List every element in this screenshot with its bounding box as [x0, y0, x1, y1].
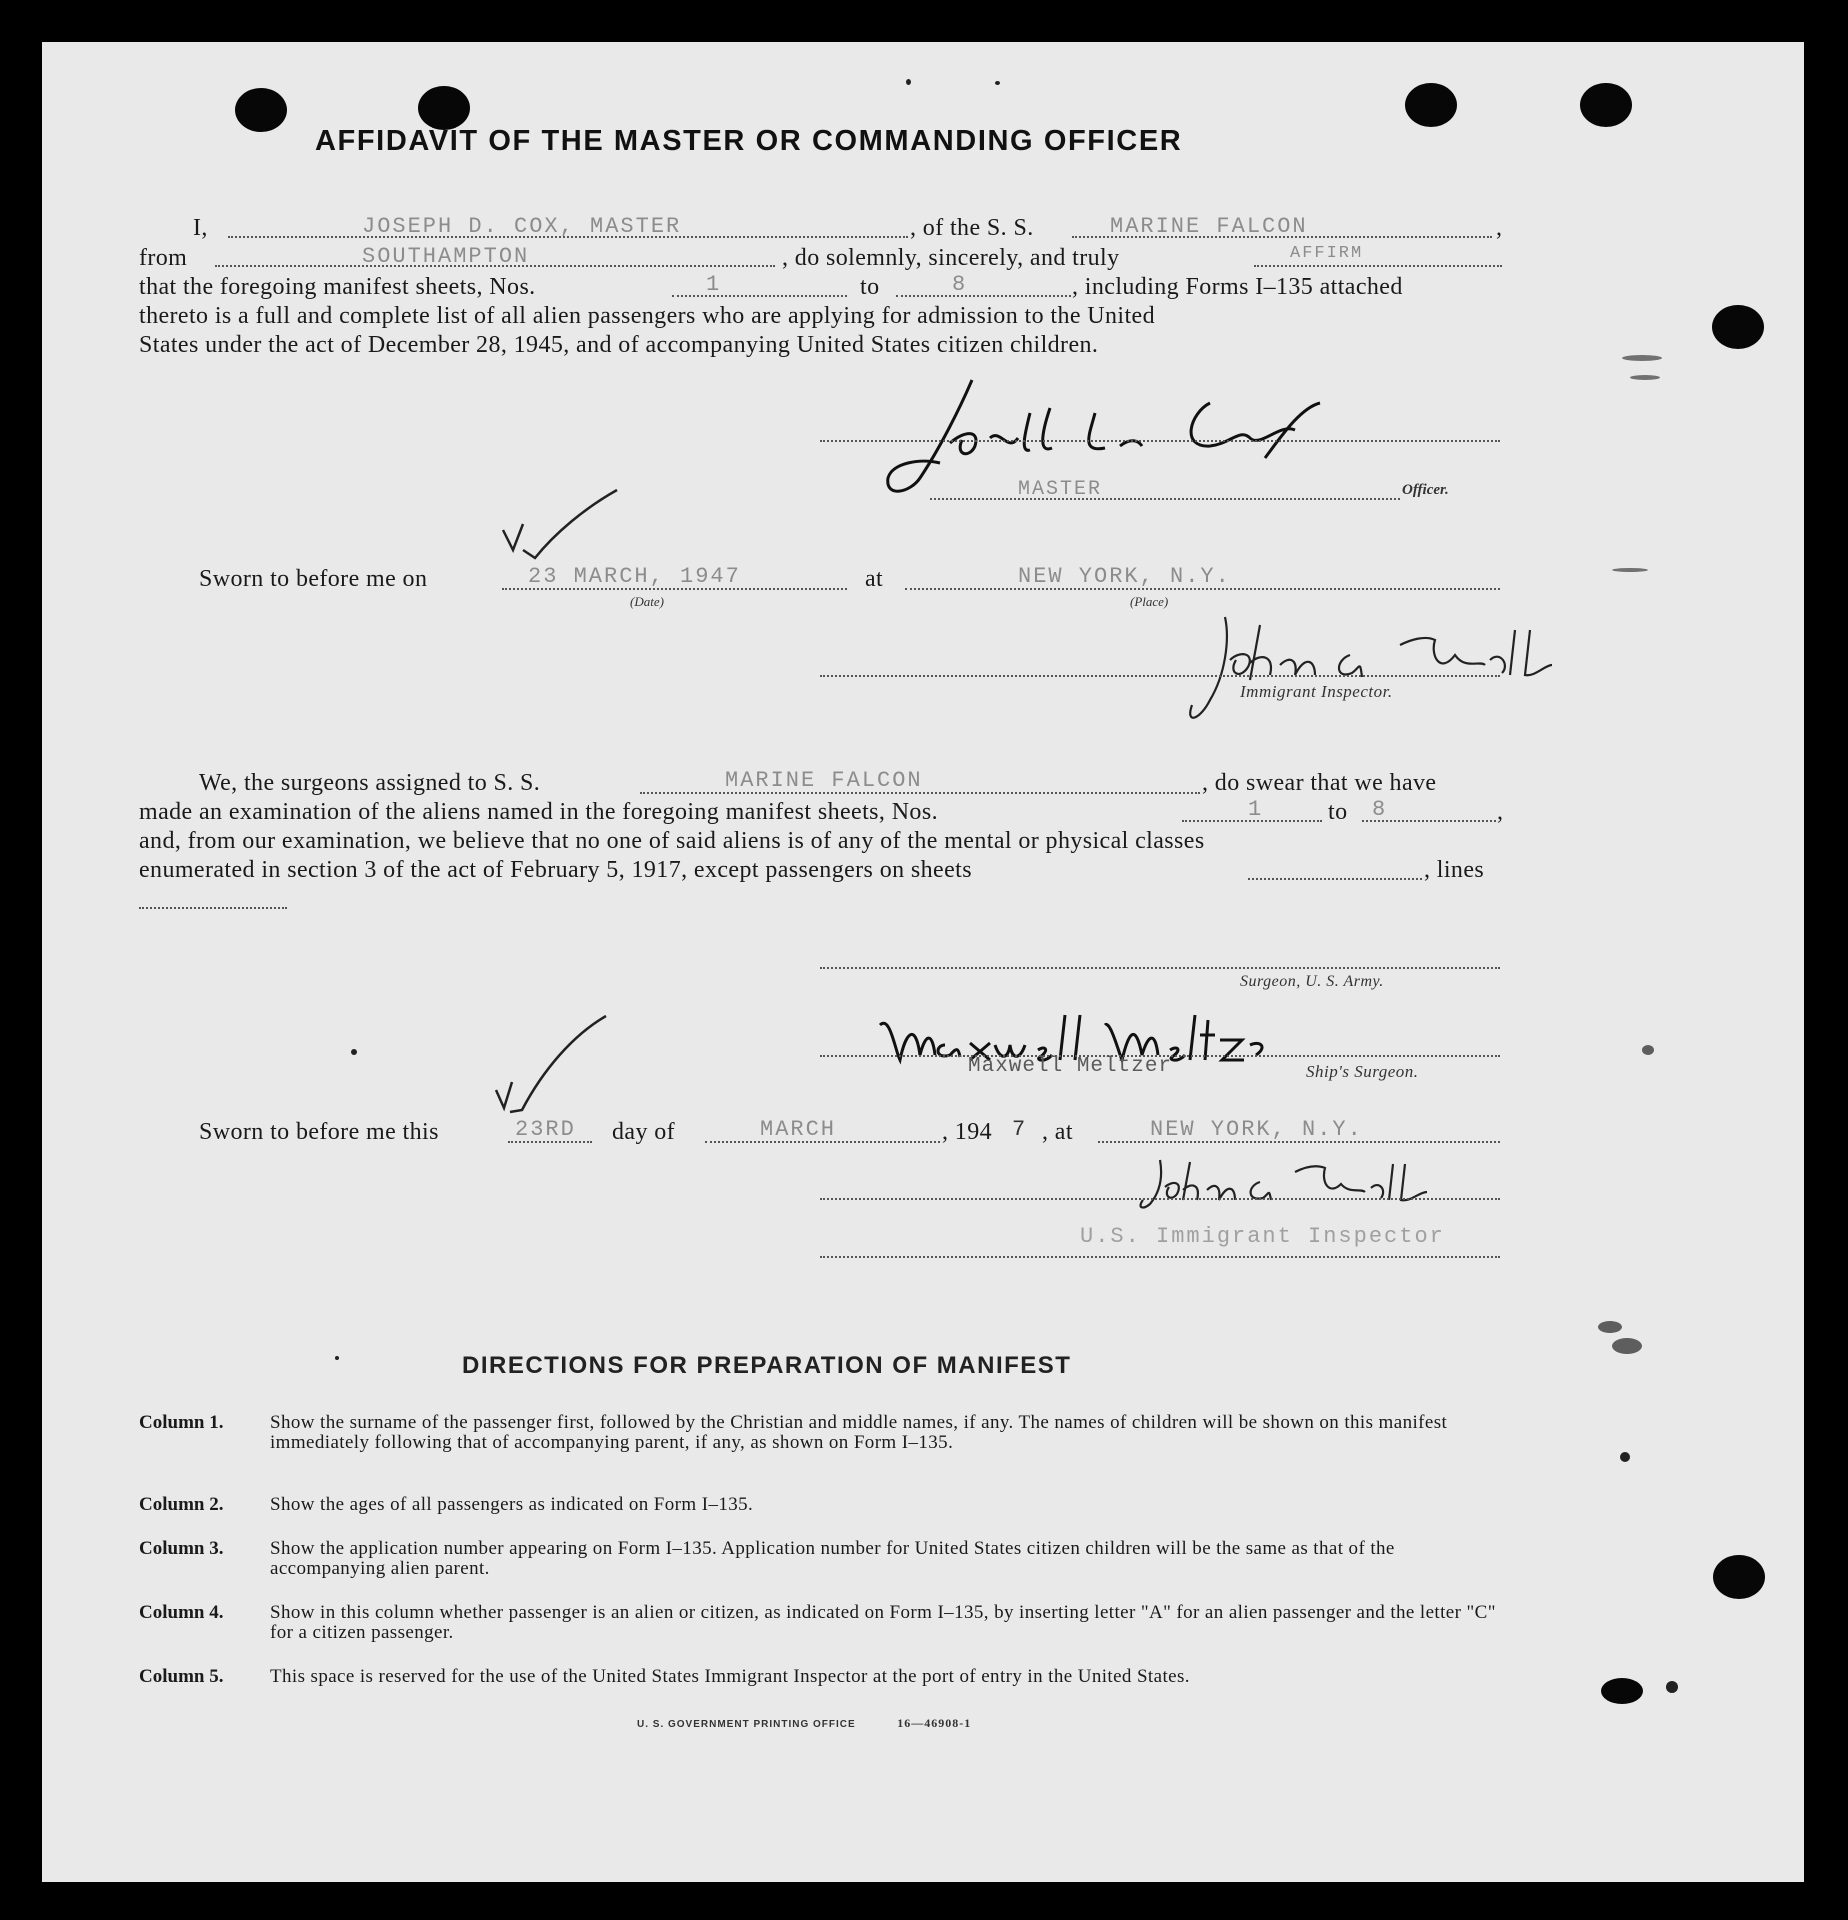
punch-hole	[1712, 305, 1764, 349]
column-1-text: Show the surname of the passenger first, followed by the Christian and middle names, if any. The names of children will be shown on this manifest immediately following that of accompanying parent, if any, as shown on Form I–135.	[270, 1412, 1448, 1453]
surgeons-nos-from-value: 1	[1248, 797, 1264, 822]
nos-from-line	[672, 295, 847, 297]
scan-speck	[1642, 1045, 1654, 1055]
do-swear-text: , do swear that we have	[1202, 770, 1437, 796]
sworn2-at-text: , at	[1042, 1119, 1073, 1145]
column-5-label: Column 5.	[139, 1666, 224, 1687]
inspector-signature	[1180, 605, 1560, 735]
lines-continuation-line	[139, 907, 287, 909]
master-signature	[880, 368, 1400, 503]
sworn-day-value: 23RD	[515, 1117, 576, 1142]
column-4-label: Column 4.	[139, 1602, 224, 1623]
date-caption: (Date)	[630, 594, 664, 609]
column-5-text: This space is reserved for the use of the United States Immigrant Inspector at the port of entry in the United States.	[270, 1666, 1190, 1687]
manifest-sheets-text: that the foregoing manifest sheets, Nos.	[139, 274, 536, 300]
scan-speck	[351, 1049, 357, 1055]
column-2-label: Column 2.	[139, 1494, 224, 1515]
sworn-this-label: Sworn to before me this	[199, 1119, 439, 1145]
scan-speck	[1620, 1452, 1630, 1462]
sworn-month-value: MARCH	[760, 1117, 837, 1142]
scan-speck	[1598, 1321, 1622, 1333]
army-surgeon-caption: Surgeon, U. S. Army.	[1240, 973, 1384, 990]
master-title-value: MASTER	[1018, 478, 1103, 501]
directions-heading: DIRECTIONS FOR PREPARATION OF MANIFEST	[462, 1352, 1072, 1379]
punch-hole	[1601, 1678, 1643, 1704]
punch-hole	[1405, 83, 1457, 127]
ship-name-value: MARINE FALCON	[1110, 214, 1308, 239]
affidavit-i: I,	[193, 215, 208, 241]
surgeons-intro-text: We, the surgeons assigned to S. S.	[199, 770, 541, 796]
surgeons-nos-to-value: 8	[1372, 797, 1388, 822]
nos-from-value: 1	[706, 272, 722, 297]
printer-footer	[637, 1716, 971, 1731]
column-3-text: Show the application number appearing on Form I–135. Application number for United States citizen children will be the same as that of the accompanying alien parent.	[270, 1538, 1395, 1579]
nos-to-value: 8	[952, 272, 968, 297]
of-the-ss-text: , of the S. S.	[910, 215, 1034, 241]
master-title-line	[930, 498, 1400, 500]
punch-hole	[418, 86, 470, 130]
sworn-place-value: NEW YORK, N.Y.	[1018, 564, 1231, 589]
affidavit-line-5: States under the act of December 28, 1945, and of accompanying United States citizen children.	[139, 332, 1099, 358]
master-name-value: JOSEPH D. COX, MASTER	[362, 214, 682, 239]
scan-speck	[1666, 1681, 1678, 1693]
solemnly-text: , do solemnly, sincerely, and truly	[782, 245, 1120, 271]
including-forms-text: , including Forms I–135 attached	[1072, 274, 1403, 300]
punch-hole	[1580, 83, 1632, 127]
scan-speck	[995, 81, 1000, 85]
place-caption: (Place)	[1130, 594, 1169, 609]
scan-speck	[1622, 355, 1662, 361]
surgeons-ship-value: MARINE FALCON	[725, 768, 923, 793]
comma: ,	[1496, 215, 1503, 241]
surgeons-comma: ,	[1497, 799, 1504, 825]
surgeon-typed-name: Maxwell Meltzer	[968, 1055, 1173, 1078]
sworn2-place-value: NEW YORK, N.Y.	[1150, 1117, 1363, 1142]
sworn-date-value: 23 MARCH, 1947	[528, 564, 741, 589]
column-4-text: Show in this column whether passenger is an alien or citizen, as indicated on Form I–135, by inserting letter "A" for an alien passenger and the letter "C" for a citizen passenger.	[270, 1602, 1496, 1643]
master-signature-line	[820, 440, 1500, 442]
column-3-label: Column 3.	[139, 1538, 224, 1559]
scan-speck	[1612, 1338, 1642, 1354]
ships-surgeon-caption: Ship's Surgeon.	[1306, 1062, 1419, 1081]
year-digit: 7	[1012, 1117, 1028, 1142]
scan-speck	[1612, 568, 1648, 572]
punch-hole	[235, 88, 287, 132]
inspector-signature-line	[820, 675, 1500, 677]
affirm-line	[1254, 265, 1502, 267]
affirm-value: AFFIRM	[1290, 244, 1364, 263]
sworn-at-text: at	[865, 566, 884, 592]
printer-name: U. S. GOVERNMENT PRINTING OFFICE	[637, 1719, 856, 1730]
inspector-typed-title: U.S. Immigrant Inspector	[1080, 1224, 1445, 1249]
inspector2-signature-line	[820, 1198, 1500, 1200]
scan-speck	[335, 1356, 339, 1360]
inspector2-title-line	[820, 1256, 1500, 1258]
scan-speck	[1630, 375, 1660, 380]
section-3-text: enumerated in section 3 of the act of February 5, 1917, except passengers on sheets	[139, 857, 972, 883]
day-of-text: day of	[612, 1119, 676, 1145]
from-label: from	[139, 245, 188, 271]
inspector-signature-2	[1135, 1152, 1465, 1212]
affidavit-line-4: thereto is a full and complete list of all alien passengers who are applying for admission to the United	[139, 303, 1156, 329]
officer-caption: Officer.	[1402, 482, 1449, 498]
column-2-text: Show the ages of all passengers as indicated on Form I–135.	[270, 1494, 754, 1515]
form-title: AFFIDAVIT OF THE MASTER OR COMMANDING OFFICER	[315, 125, 1183, 157]
immigrant-inspector-caption: Immigrant Inspector.	[1240, 682, 1393, 701]
surgeons-to-text: to	[1328, 799, 1348, 825]
from-port-value: SOUTHAMPTON	[362, 244, 530, 269]
sworn-label: Sworn to before me on	[199, 566, 428, 592]
to-text: to	[860, 274, 880, 300]
mental-physical-text: and, from our examination, we believe that no one of said aliens is of any of the mental or physical classes	[139, 828, 1205, 854]
sheets-line	[1248, 878, 1422, 880]
column-1-label: Column 1.	[139, 1412, 224, 1433]
examination-text: made an examination of the aliens named in the foregoing manifest sheets, Nos.	[139, 799, 938, 825]
punch-hole	[1713, 1555, 1765, 1599]
lines-text: , lines	[1424, 857, 1485, 883]
army-surgeon-line	[820, 967, 1500, 969]
scan-speck	[906, 79, 911, 85]
check-mark	[488, 1010, 613, 1120]
year-prefix: , 194	[942, 1119, 992, 1145]
form-number: 16—46908-1	[897, 1716, 972, 1730]
nos-to-line	[896, 295, 1071, 297]
